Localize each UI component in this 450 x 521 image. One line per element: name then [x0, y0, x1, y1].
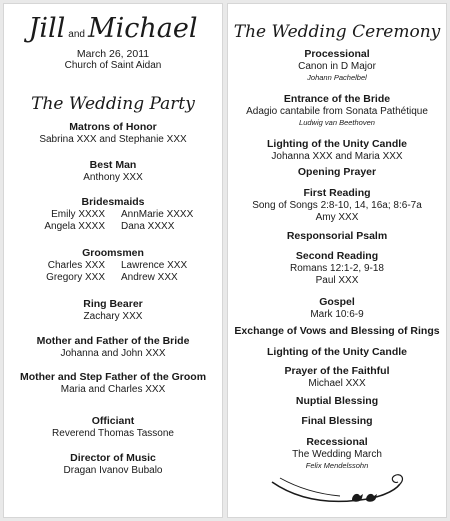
groom-parents-names: Maria and Charles XXX [60, 384, 166, 395]
final-blessing-block [228, 415, 446, 428]
first-reading-reader: Amy XXX [315, 212, 359, 223]
music-director-name: Dragan Ivanov Bubalo [63, 465, 163, 476]
groomsman-name: Gregory XXX [46, 272, 105, 283]
ringbearer-heading: Ring Bearer [83, 298, 143, 310]
music-director-block [4, 452, 222, 477]
bridesmaid-name: Emily XXXX [51, 209, 105, 220]
opening-prayer: Opening Prayer [297, 166, 377, 178]
wedding-date: March 26, 2011 [76, 48, 150, 60]
bridesmaids-block [4, 196, 222, 233]
right-panel [228, 4, 446, 517]
second-reading-text: Romans 12:1-2, 9-18 [290, 263, 384, 274]
matrons-block [4, 121, 222, 146]
processional-composer: Johann Pachelbel [307, 73, 367, 82]
unity-candle-2-heading: Lighting of the Unity Candle [267, 346, 407, 358]
bridesmaid-name: Angela XXXX [44, 221, 105, 232]
bridesmaids-heading: Bridesmaids [81, 196, 145, 208]
first-reading-text: Song of Songs 2:8-10, 14, 16a; 8:6-7a [252, 200, 422, 211]
unity-candle-names: Johanna XXX and Maria XXX [271, 151, 403, 162]
groomsmen-row [4, 272, 222, 284]
groom-parents-heading: Mother and Step Father of the Groom [19, 371, 207, 383]
groom-parents-block [4, 371, 222, 396]
ringbearer-name: Zachary XXX [83, 311, 143, 322]
entrance-composer: Ludwig van Beethoven [299, 118, 375, 127]
groomsmen-block [4, 247, 222, 284]
nuptial-block [228, 395, 446, 408]
groomsman-name: Charles XXX [47, 260, 105, 271]
vows-heading: Exchange of Vows and Blessing of Rings [234, 325, 440, 337]
recessional-piece: The Wedding March [292, 449, 382, 460]
processional-piece: Canon in D Major [298, 61, 376, 72]
gospel-block [228, 296, 446, 321]
ceremony-title: The Wedding Ceremony [233, 22, 441, 42]
wedding-party-title: The Wedding Party [31, 94, 195, 114]
entrance-block [228, 93, 446, 127]
unity-candle-heading: Lighting of the Unity Candle [267, 138, 407, 150]
final-blessing: Final Blessing [301, 415, 373, 427]
and-word: and [68, 29, 85, 40]
nuptial-blessing: Nuptial Blessing [295, 395, 379, 407]
entrance-piece: Adagio cantabile from Sonata Pathétique [246, 106, 428, 117]
matrons-names: Sabrina XXX and Stephanie XXX [39, 134, 187, 145]
music-director-heading: Director of Music [70, 452, 156, 464]
opening-prayer-block [228, 166, 446, 179]
groomsmen-row [4, 260, 222, 272]
bride-name: Jill [28, 13, 66, 44]
first-reading-heading: First Reading [303, 187, 371, 199]
bestman-name: Anthony XXX [83, 172, 143, 183]
second-reading-reader: Paul XXX [315, 275, 359, 286]
responsorial-psalm: Responsorial Psalm [286, 230, 388, 242]
recessional-block [228, 436, 446, 470]
bridesmaids-row [4, 209, 222, 221]
matrons-heading: Matrons of Honor [69, 121, 157, 133]
unity-candle-block [228, 138, 446, 163]
gospel-text: Mark 10:6-9 [310, 309, 364, 320]
gospel-heading: Gospel [319, 296, 355, 308]
faithful-name: Michael XXX [308, 378, 366, 389]
unity-candle-2-block [228, 346, 446, 359]
bride-parents-block [4, 335, 222, 360]
groomsmen-heading: Groomsmen [82, 247, 144, 259]
second-reading-heading: Second Reading [295, 250, 379, 262]
groomsman-name: Andrew XXX [121, 272, 178, 283]
psalm-block [228, 230, 446, 243]
bride-parents-names: Johanna and John XXX [60, 348, 166, 359]
bridesmaids-row [4, 221, 222, 233]
entrance-heading: Entrance of the Bride [283, 93, 391, 105]
faithful-block [228, 365, 446, 390]
left-panel [4, 4, 222, 517]
officiant-name: Reverend Thomas Tassone [52, 428, 174, 439]
groom-name: Michael [87, 13, 198, 44]
church-name: Church of Saint Aidan [64, 60, 162, 71]
ringbearer-block [4, 298, 222, 323]
recessional-heading: Recessional [306, 436, 368, 448]
second-reading-block [228, 250, 446, 287]
groomsman-name: Lawrence XXX [121, 260, 188, 271]
bridesmaid-name: AnnMarie XXXX [121, 209, 194, 220]
couple-names [4, 14, 222, 50]
faithful-heading: Prayer of the Faithful [284, 365, 390, 377]
processional-block [228, 48, 446, 82]
lovebirds-flourish-icon [268, 470, 408, 510]
bridesmaid-name: Dana XXXX [121, 221, 175, 232]
vows-block [228, 325, 446, 338]
bestman-block [4, 159, 222, 184]
bestman-heading: Best Man [89, 159, 137, 171]
first-reading-block [228, 187, 446, 224]
recessional-composer: Felix Mendelssohn [305, 461, 369, 470]
bride-parents-heading: Mother and Father of the Bride [36, 335, 190, 347]
officiant-block [4, 415, 222, 440]
processional-heading: Processional [304, 48, 370, 60]
officiant-heading: Officiant [91, 415, 135, 427]
